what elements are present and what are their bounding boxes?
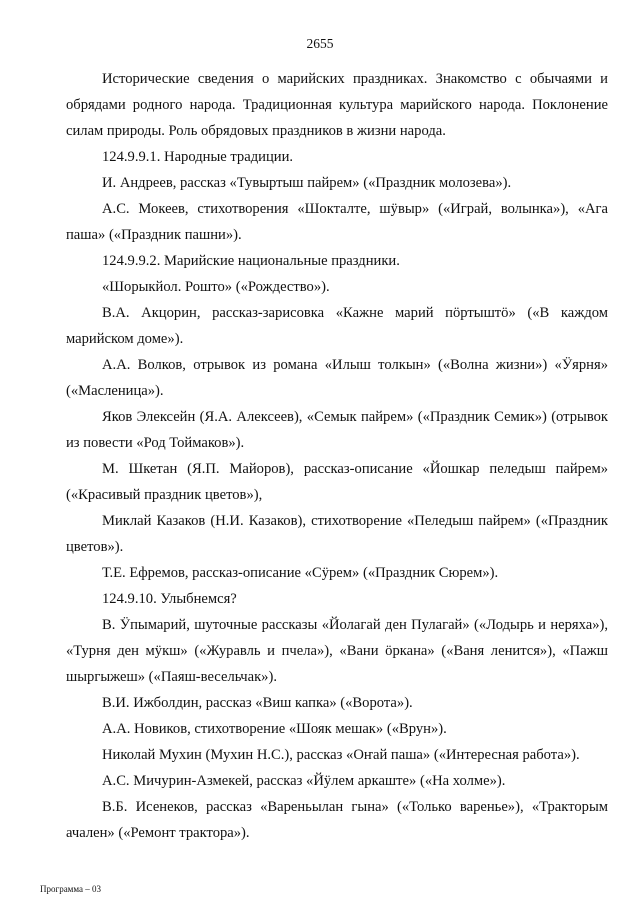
paragraph: В.И. Ижболдин, рассказ «Виш капка» («Ворота»). <box>102 695 413 711</box>
paragraph: Т.Е. Ефремов, рассказ-описание «Сӱрем» («Праздник Сюрем»). <box>102 565 499 581</box>
paragraph: Исторические сведения о марийских праздниках. Знакомство с обычаями и обрядами родного народа. Традиционная культура марийского народа. Поклонение силам природы. Роль обрядовых праздников в жизни народа. <box>66 71 608 139</box>
paragraph: Миклай Казаков (Н.И. Казаков), стихотворение «Пеледыш пайрем» («Праздник цветов»). <box>66 513 608 555</box>
paragraph: А.А. Новиков, стихотворение «Шояк мешак» («Врун»). <box>102 721 447 737</box>
page-number: 2655 <box>306 36 334 51</box>
paragraph: А.С. Мичурин-Азмекей, рассказ «Йӱлем аркаште» («На холме»). <box>102 773 506 789</box>
paragraph: 124.9.10. Улыбнемся? <box>102 591 237 607</box>
paragraph: В.А. Акцорин, рассказ-зарисовка «Кажне марий пӧртыштӧ» («В каждом марийском доме»). <box>66 305 608 347</box>
paragraph: 124.9.9.1. Народные традиции. <box>102 149 294 165</box>
document-body <box>66 66 608 846</box>
paragraph: М. Шкетан (Я.П. Майоров), рассказ-описание «Йошкар пеледыш пайрем» («Красивый праздник цветов»), <box>66 461 608 503</box>
paragraph: И. Андреев, рассказ «Тувыртыш пайрем» («Праздник молозева»). <box>102 175 512 191</box>
paragraph: А.С. Мокеев, стихотворения «Шокталте, шӱвыр» («Играй, волынка»), «Ага паша» («Праздник пашни»). <box>66 201 608 243</box>
paragraph: А.А. Волков, отрывок из романа «Илыш толкын» («Волна жизни») «Ӱярня» («Масленица»). <box>66 357 608 399</box>
paragraph: В. Ӱпымарий, шуточные рассказы «Йолагай ден Пулагай» («Лодырь и неряха»), «Турня ден мӱкш» («Журавль и пчела»), «Вани ӧркана» («Ваня ленится»), «Пажш шыргыжеш» («Паяш-весельчак»). <box>66 617 608 685</box>
paragraph: «Шорыкйол. Рошто» («Рождество»). <box>102 279 330 295</box>
footer-label: Программа – 03 <box>40 884 102 894</box>
paragraph: 124.9.9.2. Марийские национальные праздники. <box>102 253 400 269</box>
paragraph: В.Б. Исенеков, рассказ «Вареньылан гына» («Только варенье»), «Тракторым ачален» («Ремонт трактора»). <box>66 799 608 841</box>
paragraph: Яков Элексейн (Я.А. Алексеев), «Семык пайрем» («Праздник Семик») (отрывок из повести «Род Тоймаков»). <box>66 409 608 451</box>
paragraph: Николай Мухин (Мухин Н.С.), рассказ «Оҥай паша» («Интересная работа»). <box>102 747 580 763</box>
